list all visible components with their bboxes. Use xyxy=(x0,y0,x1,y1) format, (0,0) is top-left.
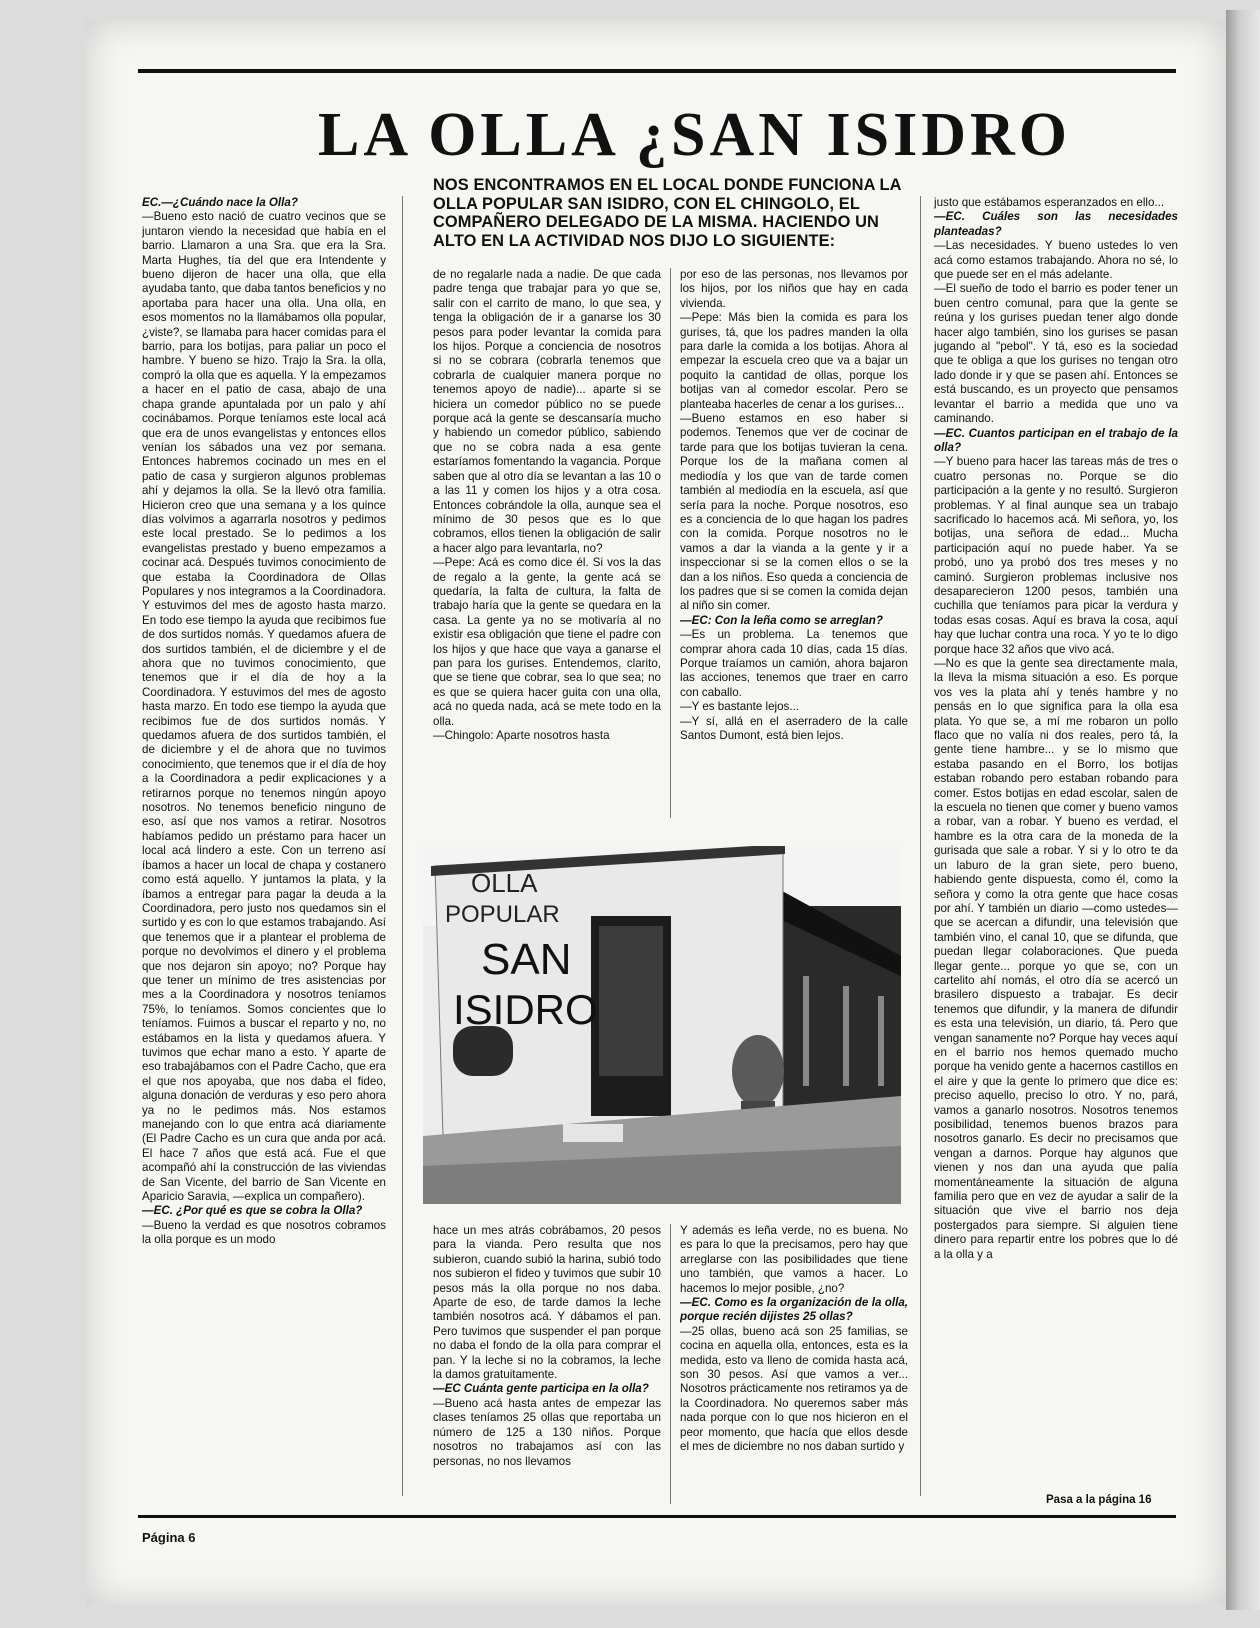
question: —EC: Con la leña como se arreglan? xyxy=(680,613,883,627)
paragraph: hace un mes atrás cobrábamos, 20 pesos para la vianda. Pero resulta que nos subieron, cuando subió la harina, subió todo nos subieron el fideo y tuvimos que subir 10 pesos más la olla porque no nos daba. Aparte de eso, de tarde damos la leche también nosotros acá. Y dábamos el pan. Pero tuvimos que suspender el pan porque no daba el fondo de la olla para comprar el pan. Y la leche si no la cobramos, la leche la damos gratuitamente. xyxy=(433,1224,661,1382)
paragraph: —Y bueno para hacer las tareas más de tres o cuatro personas no. Porque se dio participación a la gente y no resultó. Surgieron problemas. Y al final aunque sea un trabajo sacrificado lo hacemos acá. Mi señora, yo, los botijas, una señora de edad... Mucha participación aquí no puede haber. Ya se probó, uno ya probó dos tres meses y no caminó. Surgieron problemas inclusive nos desaparecieron 1200 pesos, también una cuchilla que teníamos para picar la verdura y todas esas cosas. Aquí es brava la cosa, aquí hay que luchar contra una roca. Y yo te lo digo porque hace 32 años que vivo acá. xyxy=(934,455,1178,656)
paragraph: de no regalarle nada a nadie. De que cada padre tenga que trabajar para yo que se, salir con el carrito de mano, lo que sea, y tenga la obligación de ir a ganarse los 30 pesos para poder levantar la comida para los hijos. Porque a conciencia de nosotros si no se cobrara (cobrarla tenemos que cobrarla de cualquier manera porque no tenemos apoyo de nadie)... aparte si se hiciera un comedor público no se puede porque acá la gente se descansaría mucho y habiendo un comedor público, sabiendo que no se cobra nada a esa gente estaríamos fomentando la vagancia. Porque saben que al otro día se levantan a las 10 o a las 11 y comen los hijos y a otra cosa. Entonces cobrándole la olla, aunque sea el mínimo de 30 pesos que es lo que cobramos, ellos tienen la obligación de salir a hacer algo para levantarla, no? xyxy=(433,268,661,555)
column-2-top xyxy=(433,268,661,818)
photo-sign-olla: OLLA xyxy=(471,868,538,898)
page-edge xyxy=(1226,10,1260,1610)
column-divider xyxy=(670,1224,671,1504)
paragraph: —El sueño de todo el barrio es poder tener un buen centro comunal, para que la gente se reúna y los gurises puedan tener algo donde hacer algo también, sino los gurises se pasan jugando al "pebol". Y tá, eso es la sociedad que te obliga a que los gurises no tengan otro lado donde ir y que se pasen ahí. Entonces se está buscando, es un proyecto que pensamos levantar el barrio a medida que uno va caminando. xyxy=(934,282,1178,426)
photo-sign-popular: POPULAR xyxy=(445,901,560,928)
column-2-bottom xyxy=(433,1224,661,1524)
question: —EC. Como es la organización de la olla, porque recién dijistes 25 ollas? xyxy=(680,1296,908,1324)
paragraph: —Las necesidades. Y bueno ustedes lo ven acá como estamos trabajando. Ahora no sé, lo que puede ser en el más adelante. xyxy=(934,239,1178,282)
paragraph: —Bueno acá hasta antes de empezar las clases teníamos 25 ollas que reportaba un número de 125 a 130 niños. Porque nosotros no trabajamos así con las personas, no nos llevamos xyxy=(433,1396,661,1468)
photo-olla-popular xyxy=(423,846,901,1204)
question: —EC Cuánta gente participa en la olla? xyxy=(433,1382,649,1396)
article-title: LA OLLA ¿SAN ISIDRO xyxy=(318,101,1072,169)
paragraph: —Es un problema. La tenemos que comprar ahora cada 10 días, cada 15 días. Porque traíamos un camión, ahora bajaron las acciones, tenemos que traer en carro con caballo. xyxy=(680,628,908,699)
question: —EC. Cuantos participan en el trabajo de la olla? xyxy=(934,426,1178,454)
column-3-top xyxy=(680,268,908,818)
paragraph: —Pepe: Acá es como dice él. Si vos la das de regalo a la gente, la gente acá se quedaría, la falta de cultura, la falta de trabajo haría que la gente se quedara en la casa. La gente ya no se motivaría al no existir esa obligación que tiene el padre con los hijos y que hace que vaya a ganarse el pan para los gurises. Entendemos, clarito, que se tiene que cobrar, sea lo que sea; no es que se quiera hacer guita con una olla, acá no queda nada, acá se mete todo en la olla. xyxy=(433,556,661,728)
top-rule xyxy=(138,69,1176,73)
paragraph: —Y es bastante lejos... xyxy=(680,700,800,714)
column-divider xyxy=(670,268,671,818)
paragraph: —Pepe: Más bien la comida es para los gurises, tá, que los padres manden la olla para darle la comida a los botijas. Ahora al empezar la escuela creo que va a bajar un poquito la cantidad de ollas, porque los botijas van al comedor escolar. Pero se planteaba hacerles de cenar a los gurises... xyxy=(680,311,908,411)
paragraph: —25 ollas, bueno acá son 25 familias, se cocina en aquella olla, entonces, esta es la medida, esto va lleno de comida hasta acá, son 30 pesos. Así que vamos a ver... Nosotros prácticamente nos retiramos ya de la Coordinadora. No queremos saber más nada porque con lo que nos hicieron en el peor momento, que hacía que ellos desde el mes de diciembre no nos daban surtido y xyxy=(680,1324,908,1454)
column-divider xyxy=(402,196,403,1496)
article-intro: NOS ENCONTRAMOS EN EL LOCAL DONDE FUNCIONA LA OLLA POPULAR SAN ISIDRO, CON EL CHINGOLO, EL COMPAÑERO DELEGADO DE LA MISMA. HACIENDO UN ALTO EN LA ACTIVIDAD NOS DIJO LO SIGUIENTE: xyxy=(433,176,901,250)
paragraph: —Y sí, allá en el aserradero de la calle Santos Dumont, está bien lejos. xyxy=(680,714,908,742)
photo-illustration xyxy=(423,846,901,1204)
column-1 xyxy=(142,196,386,1480)
column-divider xyxy=(920,196,921,1496)
page-number: Página 6 xyxy=(142,1530,196,1545)
paragraph: —Bueno la verdad es que nosotros cobramos la olla porque es un modo xyxy=(142,1218,386,1247)
photo-sign-san: SAN xyxy=(481,935,572,984)
column-3-bottom xyxy=(680,1224,908,1524)
question: —EC. ¿Por qué es que se cobra la Olla? xyxy=(142,1204,363,1218)
column-4 xyxy=(934,196,1178,1458)
paragraph: —No es que la gente sea directamente mala, la lleva la misma situación a eso. Es porque vos ves la plata ahí y tenés hambre y no pensás en lo que significa para la olla esa plata. Yo que se, a mí me robaron un pollo flaco que no valía ni dos reales, pero tá, la gente tiene hambre... y se lo mismo que estaba pasando en el Borro, los botijas estaban robando pero estaban robando para comer. Estos botijas en edad escolar, salen de la escuela no tienen que comer y bueno vamos a robar, van a robar. Y bueno es verdad, el hambre es la otra cara de la moneda de la gurisada que sale a robar. Y si y lo otro te da un laburo de la gran siete, pero bueno, habiendo gente dispuesta, como él, como la señora y como la otra gente que hace cosas por ahí. Y también un diario —como ustedes— que se acercan a difundir, una televisión que también vino, el canal 10, que se difunda, que puedan llegar colaboraciones. Que pueda llegar gente... porque yo que se, con un cartelito ahí nomás, el otro día se acercó un brasilero dispuesto a trabajar. Es decir tenemos que difundir, y la manera de difundir es esta una televisión, un diario, tá. Pero que vengan sanamente no? Porque hay veces aquí en el barrio nos hemos quemado mucho porque ha venido gente a hacernos castillos en el aire y que la gente lo primero que dice es: preciso aquello, preciso lo otro. Y no, pará, vamos a ganarlo nosotros. Nosotros tenemos posibilidad, tenemos buenos brazos para nosotros ganarlo. Es decir no precisamos que vengan a darnos. Porque hay algunos que vienen y nos dan una ayuda que palía momentáneamente la situación de alguna familia pero que en vez de ayudar a salir de la situación que vive el barrio nos deja postergados para siempre. Si alguien tiene dinero para repartir entre los pobres que lo dé a la olla y a xyxy=(934,657,1178,1261)
paragraph: Y además es leña verde, no es buena. No es para lo que la precisamos, pero hay que arreglarse con las posibilidades que tiene uno también, que vamos a hacer. Lo hacemos lo mejor posible, ¿no? xyxy=(680,1224,908,1295)
paragraph: por eso de las personas, nos llevamos por los hijos, por los niños que hay en cada vivienda. xyxy=(680,268,908,310)
question: —EC. Cuáles son las necesidades planteadas? xyxy=(934,210,1178,238)
question: EC.—¿Cuándo nace la Olla? xyxy=(142,196,298,209)
paragraph: —Chingolo: Aparte nosotros hasta xyxy=(433,729,610,742)
paragraph: —Bueno estamos en eso haber si podemos. Tenemos que ver de cocinar de tarde para que los botijas tuvieran la cena. Porque los de la mañana comen al mediodía y los que van de tarde comen también al mediodía en la escuela, así que sería para la noche. Porque nosotros, eso es a conciencia de lo que hagan los padres con la comida. Porque nosotros no le vamos a dar la vianda a la gente y ir a inspeccionar si se la comen ellos o se la dan a los niños. Eso queda a conciencia de los padres que si se comen la comida dejan al niño sin comer. xyxy=(680,412,908,613)
paragraph: justo que estábamos esperanzados en ello... xyxy=(934,196,1165,209)
paragraph: —Bueno esto nació de cuatro vecinos que se juntaron viendo la necesidad que había en el barrio. Llamaron a una Sra. que era la Sra. Marta Hughes, tía del que era Intendente y bueno dijeron de hacer una olla, que ella ayudaba tanto, que daba tantos beneficios y no aportaba para hacer una olla. Una olla, en esos momentos no la llamábamos olla popular, ¿viste?, se llamaba para hacer comidas para el barrio, para los botijas, para paliar un poco el hambre. Y bueno se hizo. Trajo la Sra. la olla, compró la olla que es aquella. Y la empezamos a hacer en el patio de casa, abajo de una chapa grande apuntalada por un palo y ahí cocinábamos. Porque teníamos este local acá que era de unos evangelistas y entonces ellos venían los sábados una vez por semana. Entonces habremos cocinado un mes en el patio de casa y surgieron algunos problemas ahí y dejamos la olla. Se la llevó otra familia. Hicieron creo que una semana y a los quince días volvimos a agarrarla nosotros y pedimos este local prestado. Se lo pedimos a los evangelistas prestado y bueno empezamos a cocinar acá. Después tuvimos conocimiento de que estaba la Coordinadora de Ollas Populares y nos integramos a la Coordinadora. Y estuvimos del mes de agosto hasta marzo. En todo ese tiempo la ayuda que recibimos fue de dos surtidos nomás. Y quedamos afuera de dos surtidos también, el de diciembre y el de ahora que no tuvimos conocimiento, que tenemos que ir el día de hoy a la Coordinadora. Y estuvimos del mes de agosto hasta marzo. En todo ese tiempo la ayuda que recibimos fue de dos surtidos nomás. Y quedamos afuera de dos surtidos también, el de diciembre y el de ahora que no tuvimos conocimiento, que tenemos que ir el día de hoy a la Coordinadora a pedir explicaciones y a retirarnos porque no tenemos ningún apoyo nosotros. No tenemos beneficio ninguno de eso, así que nos vamos a retirar. Nosotros habíamos pedido un préstamo para hacer un local acá lindero a este. Con un terreno así íbamos a hacer un local de chapa y costanero como está aquello. Y juntamos la plata, y la íbamos a entregar para pagar la deuda a la Coordinadora, pero justo nos quedamos sin el surtido y es con lo que estamos trabajando. Así que tenemos que ir a plantear el problema de porque no devolvimos el dinero y el problema que nos dejaron sin apoyo; no? Porque hay que tener un mínimo de tres asistencias por mes a la Coordinadora y nosotros teníamos 75%, lo teníamos. Somos concientes que lo teníamos. Fuimos a buscar el reparto y no, no estábamos en la lista y quedamos afuera. Y tuvimos que echar mano a esto. Y aparte de eso trabajábamos con el Padre Cacho, que era el que nos apoyaba, que nos daba el fideo, alguna donación de verduras y eso pero ahora ya no le pedimos más. Nos estamos manejando con lo que entra acá diariamente (El Padre Cacho es un cura que anda por acá. El hace 7 años que está acá. Fue el que acompañó ahí la construcción de las viviendas de San Vicente, del barrio de San Vicente en Aparicio Saravia, —explica un compañero). xyxy=(142,210,386,1204)
photo-sign-isidro: ISIDRO xyxy=(453,986,598,1033)
footer-rule xyxy=(138,1515,1176,1518)
continue-note: Pasa a la página 16 xyxy=(1046,1494,1152,1506)
